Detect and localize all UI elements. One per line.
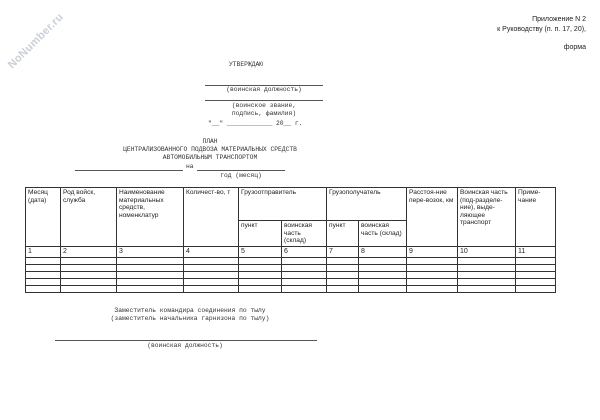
column-number: 2: [61, 247, 117, 258]
header-material-name: Наименование материальных средств, номенклатур: [117, 188, 184, 247]
column-number: 6: [282, 247, 327, 258]
column-number: 7: [327, 247, 359, 258]
table-row: [26, 279, 556, 286]
table-row: [26, 258, 556, 265]
column-number: 5: [239, 247, 282, 258]
form-label: форма: [563, 44, 586, 51]
header-note: Приме-чание: [516, 188, 556, 247]
column-number: 1: [26, 247, 61, 258]
header-transport-unit: Воинская часть (под-разделе-ние), выде-ляющее транспорт: [458, 188, 516, 247]
column-number: 10: [458, 247, 516, 258]
column-number: 11: [516, 247, 556, 258]
rank-line: [205, 100, 323, 101]
plan-subtitle-transport: АВТОМОБИЛЬНЫМ ТРАНСПОРТОМ: [162, 154, 258, 161]
approve-label: УТВЕРЖДАЮ: [229, 61, 264, 68]
footer-position-caption: (воинская должность): [147, 342, 223, 349]
watermark-text: NoNumber.ru: [5, 11, 66, 72]
guide-reference: к Руководству (п. п. 17, 20),: [497, 26, 586, 33]
plan-table: [25, 187, 556, 293]
header-distance: Расстоя-ние пере-возок, км: [407, 188, 458, 247]
column-number: 8: [359, 247, 407, 258]
header-shipper-unit: воинская часть (склад): [282, 221, 327, 247]
column-number: 4: [184, 247, 239, 258]
column-number-row: [26, 247, 556, 258]
plan-on-label: на: [186, 163, 194, 170]
signature-caption: подпись, фамилия): [231, 110, 297, 117]
plan-subtitle: ЦЕНТРАЛИЗОВАННОГО ПОДВОЗА МАТЕРИАЛЬНЫХ СРЕДСТВ: [123, 146, 297, 153]
header-consignee-unit: воинская часть (склад): [359, 221, 407, 247]
header-consignee-point: пункт: [327, 221, 359, 247]
header-quantity: Количест-во, т: [184, 188, 239, 247]
header-consignee: Грузополучатель: [327, 188, 407, 221]
header-shipper-point: пункт: [239, 221, 282, 247]
approval-date: "__" ____________ 20__ г.: [208, 120, 303, 127]
plan-year-line: [197, 170, 285, 171]
table-row: [26, 286, 556, 293]
header-month: Месяц (дата): [26, 188, 61, 247]
appendix-label: Приложение N 2: [532, 16, 586, 23]
column-number: 9: [407, 247, 458, 258]
table-row: [26, 265, 556, 272]
column-number: 3: [117, 247, 184, 258]
position-caption: (воинская должность): [226, 86, 302, 93]
year-month-caption: год (месяц): [220, 172, 262, 179]
footer-signature-line: [55, 340, 317, 341]
header-branch: Род войск, служба: [61, 188, 117, 247]
rank-caption: (воинское звание,: [231, 102, 297, 109]
header-shipper: Грузоотправитель: [239, 188, 327, 221]
deputy-garrison-label: (заместитель начальника гарнизона по тылу): [110, 315, 270, 322]
table-row: [26, 272, 556, 279]
plan-title: ПЛАН: [202, 138, 218, 145]
plan-period-line: [75, 170, 183, 171]
deputy-commander-label: Заместитель командира соединения по тылу: [114, 307, 266, 314]
